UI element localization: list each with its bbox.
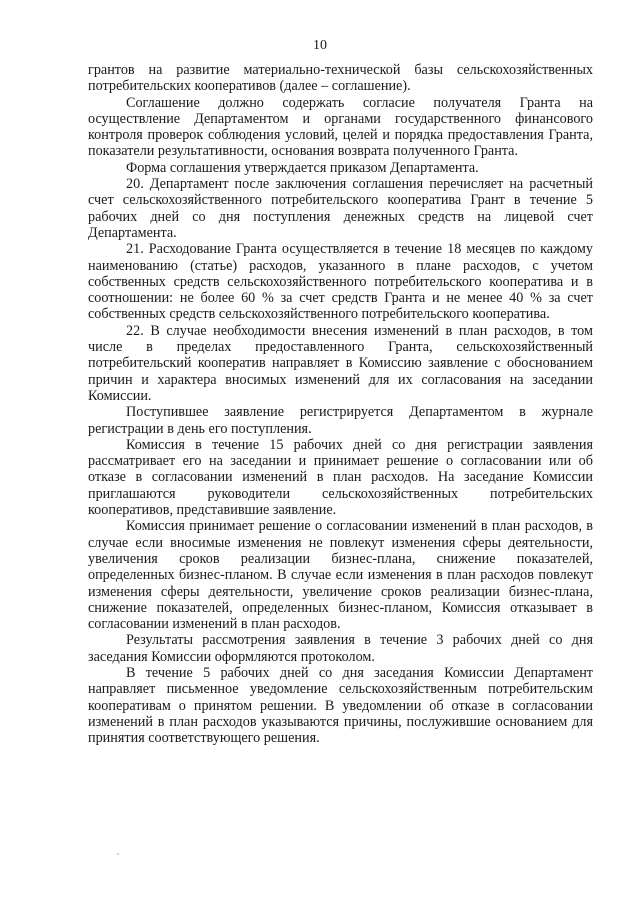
paragraph-agreement-form: Форма соглашения утверждается приказом Департамента.	[126, 159, 479, 176]
paragraph-item-22: 22. В случае необходимости внесения изменений в план расходов, в том числе в пределах предоставленного Гранта, сельскохозяйственный потребительский кооператив направляет в Комиссию заявление с обоснованием причин и характера вносимых изменений для их согласования на заседании Комиссии.	[88, 322, 593, 404]
document-body	[88, 62, 593, 746]
scan-speck	[117, 853, 119, 855]
paragraph-item-21: 21. Расходование Гранта осуществляется в течение 18 месяцев по каждому наименованию (статье) расходов, указанного в плане расходов, с учетом собственных средств сельскохозяйственного потребительского кооператива и в соотношении: не более 60 % за счет средств Гранта и не менее 40 % за счет собственных средств сельскохозяйственного потребительского кооператива.	[88, 241, 593, 323]
paragraph-continuation: грантов на развитие материально-технической базы сельскохозяйственных потребительских кооперативов (далее – соглашение).	[88, 62, 593, 95]
paragraph-protocol: Результаты рассмотрения заявления в течение 3 рабочих дней со дня заседания Комиссии оформляются протоколом.	[88, 632, 593, 665]
paragraph-commission-decision: Комиссия принимает решение о согласовании изменений в план расходов, в случае если вносимые изменения не повлекут изменения сферы деятельности, увеличения сроков реализации бизнес-плана, снижение показателей, определенных бизнес-планом. В случае если изменения в план расходов повлекут изменения сферы деятельности, увеличение сроков реализации бизнес-плана, снижение показателей, определенных бизнес-планом, Комиссия отказывает в согласовании изменений в план расходов.	[88, 518, 593, 633]
paragraph-commission-review: Комиссия в течение 15 рабочих дней со дня регистрации заявления рассматривает его на заседании и принимает решение о согласовании или об отказе в согласовании изменений в план расходов. На заседание Комиссии приглашаются руководители сельскохозяйственных потребительских кооперативов, представившие заявление.	[88, 436, 593, 519]
paragraph-registration: Поступившее заявление регистрируется Департаментом в журнале регистрации в день его поступления.	[88, 404, 593, 437]
page-number: 10	[313, 38, 327, 53]
paragraph-item-20: 20. Департамент после заключения соглашения перечисляет на расчетный счет сельскохозяйственного потребительского кооператива Грант в течение 5 рабочих дней со дня поступления денежных средств на лицевой счет Департамента.	[88, 176, 593, 241]
paragraph-notification: В течение 5 рабочих дней со дня заседания Комиссии Департамент направляет письменное уведомление сельскохозяйственным потребительским кооперативам о принятом решении. В уведомлении об отказе в согласовании изменений в план расходов указываются причины, послужившие основанием для принятия соответствующего решения.	[88, 664, 593, 747]
paragraph-agreement-consent: Соглашение должно содержать согласие получателя Гранта на осуществление Департаментом и органами государственного финансового контроля проверок соблюдения условий, целей и порядка предоставления Гранта, показатели результативности, основания возврата полученного Гранта.	[88, 94, 593, 160]
